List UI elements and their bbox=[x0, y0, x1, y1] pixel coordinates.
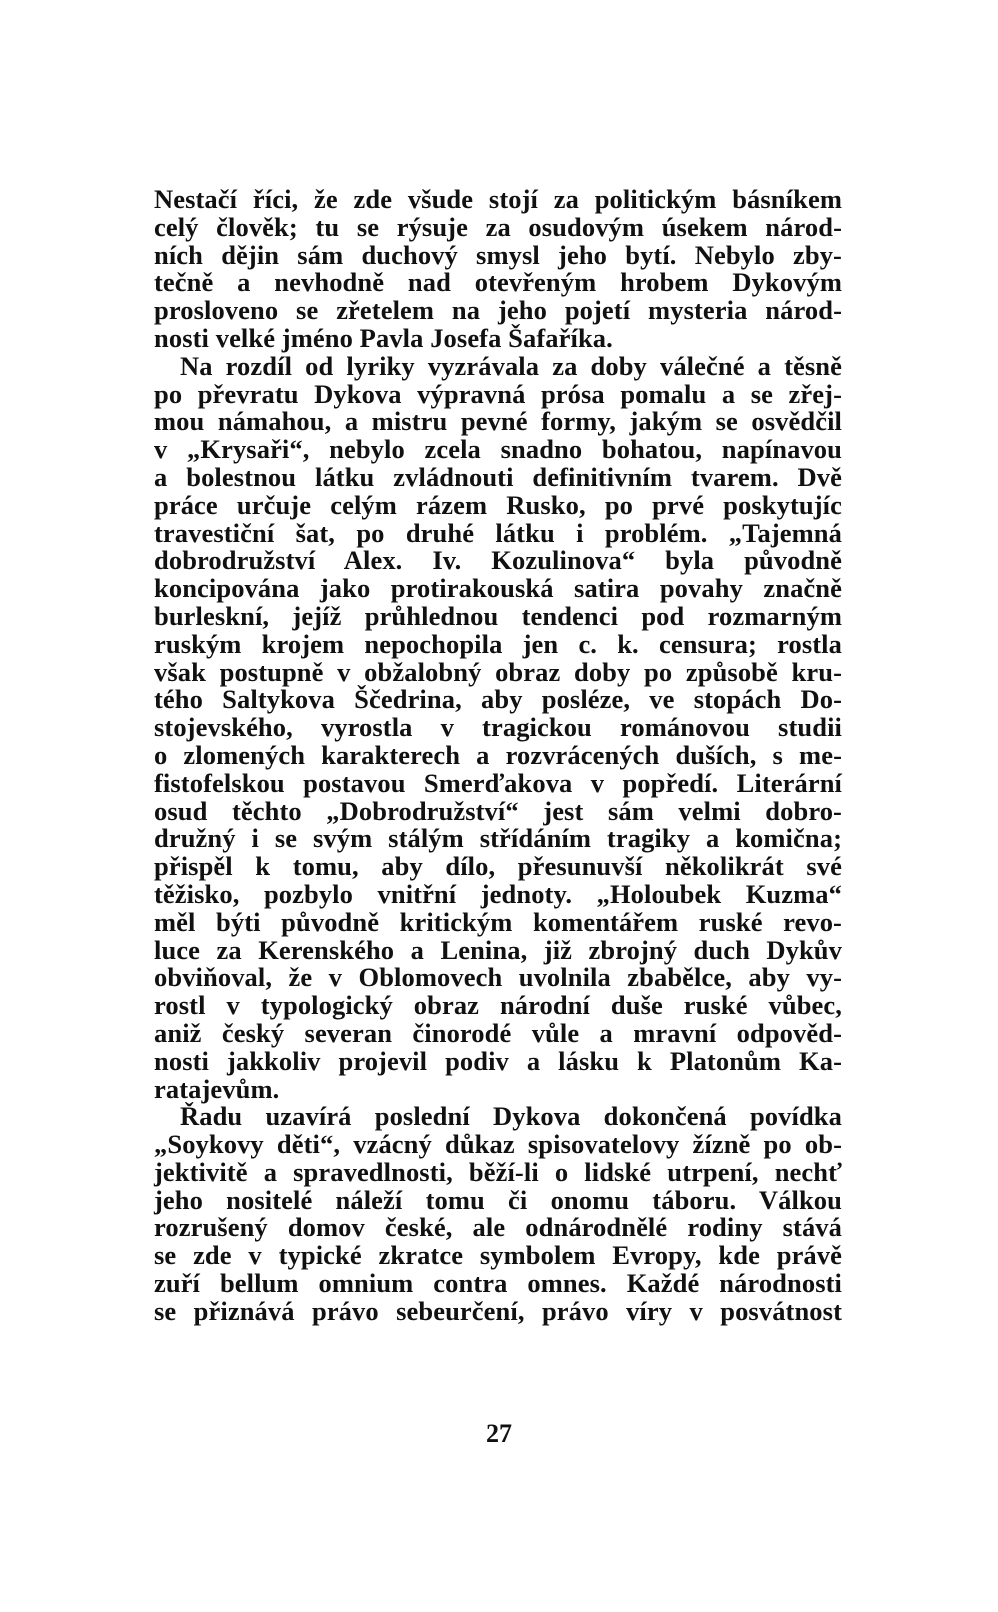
text-line: jeho nositelé náleží tomu či onomu táboru. Válkou bbox=[154, 1184, 842, 1215]
text-line: družný i se svým stálým střídáním tragiky a komična; bbox=[154, 823, 842, 854]
text-line: však postupně v obžalobný obraz doby po způsobě kru- bbox=[154, 656, 842, 687]
text-line: „Soykovy děti“, vzácný důkaz spisovatelovy žízně po ob- bbox=[154, 1129, 842, 1160]
text-line: fistofelskou postavou Smerďakova v popředí. Literární bbox=[154, 767, 842, 798]
text-line: se přiznává právo sebeurčení, právo víry v posvátnost bbox=[154, 1295, 842, 1326]
text-line: jektivitě a spravedlnosti, běží-li o lidské utrpení, nechť bbox=[154, 1156, 842, 1187]
body-text bbox=[154, 186, 842, 1326]
text-line: aniž český severan činorodé vůle a mravní odpověd- bbox=[154, 1017, 842, 1048]
text-line: v „Krysaři“, nebylo zcela snadno bohatou, napínavou bbox=[154, 434, 842, 465]
text-line: měl býti původně kritickým komentářem ruské revo- bbox=[154, 906, 842, 937]
paragraph-start-line: Řadu uzavírá poslední Dykova dokončená povídka bbox=[180, 1101, 842, 1132]
text-line: Nestačí říci, že zde všude stojí za politickým básníkem bbox=[154, 184, 842, 214]
text-line: osud těchto „Dobrodružství“ jest sám velmi dobro- bbox=[154, 795, 842, 826]
text-line: přispěl k tomu, aby dílo, přesunuvší několikrát své bbox=[154, 851, 842, 882]
text-line: těžisko, pozbylo vnitřní jednoty. „Holoubek Kuzma“ bbox=[154, 878, 842, 909]
text-line: ních dějin sám duchový smysl jeho bytí. Nebylo zby- bbox=[154, 239, 842, 270]
text-line: mou námahou, a mistru pevné formy, jakým se osvědčil bbox=[154, 406, 842, 437]
text-line: se zde v typické zkratce symbolem Evropy, kde právě bbox=[154, 1240, 842, 1271]
text-line: nosti velké jméno Pavla Josefa Šafaříka. bbox=[154, 322, 613, 353]
text-line: prosloveno se zřetelem na jeho pojetí mysteria národ- bbox=[154, 295, 842, 326]
text-line: rozrušený domov české, ale odnárodnělé rodiny stává bbox=[154, 1212, 842, 1243]
text-line: zuří bellum omnium contra omnes. Každé národnosti bbox=[154, 1268, 842, 1299]
text-line: stojevského, vyrostla v tragickou románovou studii bbox=[154, 712, 842, 743]
text-line: tečně a nevhodně nad otevřeným hrobem Dykovým bbox=[154, 267, 842, 298]
text-line: nosti jakkoliv projevil podiv a lásku k Platonům Ka- bbox=[154, 1045, 842, 1076]
text-line: o zlomených karakterech a rozvrácených duších, s me- bbox=[154, 739, 842, 770]
text-line: ruským krojem nepochopila jen c. k. censura; rostla bbox=[154, 628, 842, 659]
text-line: travestiční šat, po druhé látku i problém. „Tajemná bbox=[154, 517, 842, 548]
text-line: celý člověk; tu se rýsuje za osudovým úsekem národ- bbox=[154, 211, 842, 242]
text-line: po převratu Dykova výpravná prósa pomalu a se zřej- bbox=[154, 378, 842, 409]
text-line: práce určuje celým rázem Rusko, po prvé poskytujíc bbox=[154, 489, 842, 520]
paragraph-start-line: Na rozdíl od lyriky vyzrávala za doby válečné a těsně bbox=[180, 350, 842, 381]
text-line: dobrodružství Alex. Iv. Kozulinova“ byla původně bbox=[154, 545, 842, 576]
text-line: tého Saltykova Ščedrina, aby posléze, ve stopách Do- bbox=[154, 684, 842, 715]
text-line: rostl v typologický obraz národní duše ruské vůbec, bbox=[154, 990, 842, 1021]
text-line: a bolestnou látku zvládnouti definitivním tvarem. Dvě bbox=[154, 461, 842, 492]
text-line: obviňoval, že v Oblomovech uvolnila zbabělce, aby vy- bbox=[154, 962, 842, 993]
text-line: koncipována jako protirakouská satira povahy značně bbox=[154, 573, 842, 604]
page-number: 27 bbox=[486, 1419, 512, 1448]
text-line: luce za Kerenského a Lenina, již zbrojný duch Dykův bbox=[154, 934, 842, 965]
text-line: burleskní, jejíž průhlednou tendenci pod rozmarným bbox=[154, 600, 842, 631]
text-line: ratajevům. bbox=[154, 1073, 280, 1104]
